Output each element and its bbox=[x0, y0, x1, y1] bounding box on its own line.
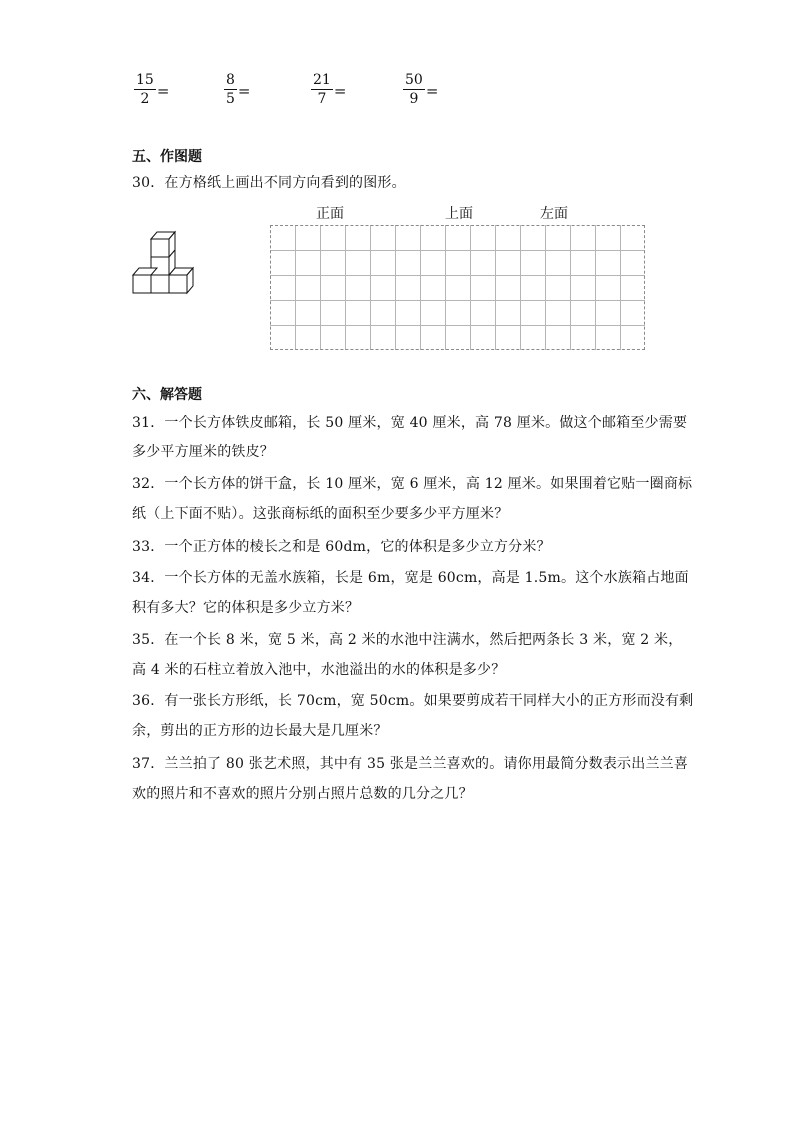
fraction-21-7 bbox=[311, 71, 346, 108]
numerator: 21 bbox=[313, 72, 331, 88]
question-32-line-2: 纸（上下面不贴）。这张商标纸的面积至少要多少平方厘米？ bbox=[132, 506, 509, 522]
numerator: 50 bbox=[405, 72, 423, 88]
drawing-grid[interactable] bbox=[270, 225, 645, 350]
question-32-line-1: 32．一个长方体的饼干盒，长 10 厘米，宽 6 厘米，高 12 厘米。如果围着它贴一圈商标 bbox=[132, 476, 693, 492]
label-front: 正面 bbox=[316, 206, 344, 222]
question-33: 33．一个正方体的棱长之和是 60dm，它的体积是多少立方分米？ bbox=[132, 539, 551, 555]
question-34-line-1: 34．一个长方体的无盖水族箱，长是 6m，宽是 60cm，高是 1.5m。这个水族箱占地面 bbox=[132, 570, 689, 586]
question-37-line-2: 欢的照片和不喜欢的照片分别占照片总数的几分之几？ bbox=[132, 786, 473, 802]
equals-sign: = bbox=[156, 81, 170, 100]
numerator: 8 bbox=[226, 72, 235, 88]
denominator: 7 bbox=[317, 91, 327, 107]
denominator: 9 bbox=[409, 91, 419, 107]
fraction-8-5 bbox=[224, 71, 251, 108]
question-34-line-2: 积有多大？它的体积是多少立方米？ bbox=[132, 600, 360, 616]
question-36-line-1: 36．有一张长方形纸，长 70cm，宽 50cm。如果要剪成若干同样大小的正方形而没有剩 bbox=[132, 693, 694, 709]
cube-stack-figure bbox=[125, 222, 205, 297]
question-31-line-1: 31．一个长方体铁皮邮箱，长 50 厘米，宽 40 厘米，高 78 厘米。做这个邮箱至少需要 bbox=[132, 415, 688, 431]
denominator: 2 bbox=[140, 91, 150, 107]
label-top: 上面 bbox=[445, 206, 473, 222]
numerator: 15 bbox=[136, 72, 154, 88]
equals-sign: = bbox=[333, 81, 347, 100]
section-5-title: 五、作图题 bbox=[132, 149, 202, 165]
fraction-15-2 bbox=[134, 71, 169, 108]
equals-sign: = bbox=[425, 81, 439, 100]
question-35-line-1: 35．在一个长 8 米，宽 5 米，高 2 米的水池中注满水，然后把两条长 3 米，宽 2 米， bbox=[132, 632, 683, 648]
question-37-line-1: 37．兰兰拍了 80 张艺术照，其中有 35 张是兰兰喜欢的。请你用最简分数表示出兰兰喜 bbox=[132, 756, 689, 772]
label-left: 左面 bbox=[540, 206, 568, 222]
fraction-50-9 bbox=[403, 71, 438, 108]
equals-sign: = bbox=[237, 81, 251, 100]
question-30: 30．在方格纸上画出不同方向看到的图形。 bbox=[132, 175, 406, 191]
denominator: 5 bbox=[226, 91, 235, 107]
question-35-line-2: 高 4 米的石柱立着放入池中，水池溢出的水的体积是多少？ bbox=[132, 662, 506, 678]
question-36-line-2: 余，剪出的正方形的边长最大是几厘米？ bbox=[132, 723, 388, 739]
question-31-line-2: 多少平方厘米的铁皮？ bbox=[132, 444, 274, 460]
section-6-title: 六、解答题 bbox=[132, 387, 202, 403]
